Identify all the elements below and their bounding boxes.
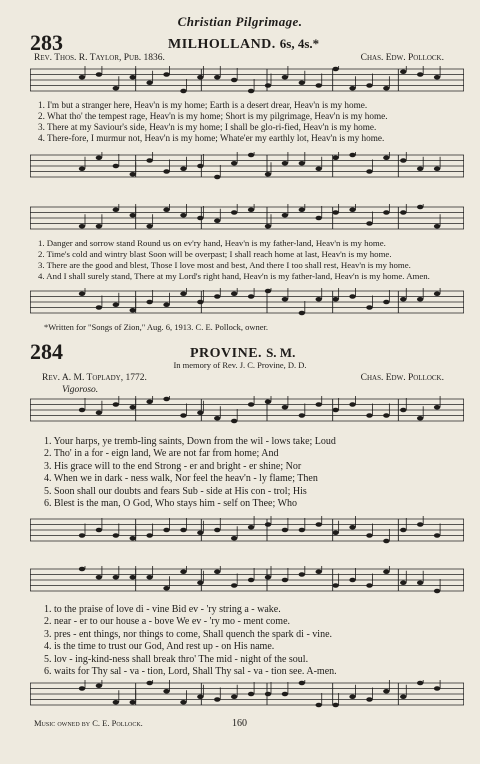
note-head xyxy=(146,224,152,229)
composer-284: Chas. Edw. Pollock. xyxy=(360,373,444,383)
note-head xyxy=(417,681,423,686)
tune-name-284: PROVINE. xyxy=(190,346,263,361)
note-head xyxy=(417,72,423,77)
note-head xyxy=(197,300,203,305)
note-head xyxy=(214,75,220,80)
note-head xyxy=(214,294,220,299)
note-head xyxy=(434,166,440,171)
note-head xyxy=(332,408,338,413)
note-head xyxy=(383,300,389,305)
note-head xyxy=(113,533,119,538)
verse-line: 4. And I shall surely stand, There at my Lord's right hand, Heav'n is my father-land, Heav'n is my home. Amen. xyxy=(38,271,430,281)
note-head xyxy=(282,75,288,80)
bass-staff-284-b xyxy=(30,680,464,708)
note-head xyxy=(332,67,338,72)
note-head xyxy=(316,166,322,171)
note-head xyxy=(434,75,440,80)
note-head xyxy=(180,166,186,171)
note-head xyxy=(163,207,169,212)
note-head xyxy=(434,291,440,296)
note-head xyxy=(299,207,305,212)
note-head xyxy=(163,302,169,307)
note-head xyxy=(316,402,322,407)
note-head xyxy=(79,75,85,80)
note-head xyxy=(265,399,271,404)
note-head xyxy=(349,294,355,299)
note-head xyxy=(299,413,305,418)
note-head xyxy=(146,300,152,305)
note-head xyxy=(197,75,203,80)
treble-staff-283-b xyxy=(30,204,464,232)
note-head xyxy=(366,413,372,418)
note-head xyxy=(383,86,389,91)
note-head xyxy=(231,536,237,541)
note-head xyxy=(163,397,169,402)
note-head xyxy=(163,586,169,591)
note-head xyxy=(79,224,85,229)
note-head xyxy=(231,161,237,166)
note-head xyxy=(332,155,338,160)
note-head xyxy=(417,166,423,171)
note-head xyxy=(231,291,237,296)
verse-line: 1. Danger and sorrow stand Round us on ev'ry hand, Heav'n is my father-land, Heav'n is my home. xyxy=(38,238,386,248)
note-head xyxy=(400,210,406,215)
note-head xyxy=(113,302,119,307)
treble-staff-283-a xyxy=(30,66,464,94)
verse-line: 6. Blest is the man, O God, Who stays him - self on Thee; Who xyxy=(44,498,298,510)
note-head xyxy=(282,213,288,218)
note-head xyxy=(79,408,85,413)
note-head xyxy=(265,172,271,177)
note-head xyxy=(214,175,220,180)
note-head xyxy=(316,569,322,574)
note-head xyxy=(248,153,254,158)
note-head xyxy=(96,410,102,415)
note-head xyxy=(434,589,440,594)
author-284: Rev. A. M. Toplady, 1772. xyxy=(42,373,147,383)
note-head xyxy=(231,583,237,588)
note-head xyxy=(113,207,119,212)
tempo-marking: Vigoroso. xyxy=(62,385,99,395)
note-head xyxy=(130,700,136,705)
note-head xyxy=(96,528,102,533)
note-head xyxy=(349,578,355,583)
note-head xyxy=(180,291,186,296)
verse-line: 1. I'm but a stranger here, Heav'n is my home; Earth is a desert drear, Heav'n is my home. xyxy=(38,100,368,110)
note-head xyxy=(231,78,237,83)
note-head xyxy=(113,402,119,407)
note-head xyxy=(299,311,305,316)
bass-staff-283-a xyxy=(30,152,464,180)
note-head xyxy=(417,205,423,210)
note-head xyxy=(366,83,372,88)
note-head xyxy=(180,89,186,94)
note-head xyxy=(214,697,220,702)
note-head xyxy=(130,575,136,580)
note-head xyxy=(163,169,169,174)
note-head xyxy=(417,580,423,585)
note-head xyxy=(383,210,389,215)
note-head xyxy=(349,86,355,91)
note-head xyxy=(96,305,102,310)
note-head xyxy=(349,207,355,212)
note-head xyxy=(400,528,406,533)
verse-line: 4. is the time to trust our God, And rest up - on His name. xyxy=(44,641,275,653)
note-head xyxy=(180,413,186,418)
note-head xyxy=(316,522,322,527)
note-head xyxy=(130,308,136,313)
note-head xyxy=(383,569,389,574)
note-head xyxy=(265,692,271,697)
note-head xyxy=(400,158,406,163)
note-head xyxy=(146,399,152,404)
note-head xyxy=(282,578,288,583)
verses-284-a xyxy=(44,436,336,510)
note-head xyxy=(349,402,355,407)
hymn-283-title-line xyxy=(168,35,319,53)
verse-line: 2. Tho' in a for - eign land, We are not far from home; And xyxy=(44,448,279,460)
verse-line: 1. to the praise of love di - vine Bid ev - 'ry string a - wake. xyxy=(44,604,281,615)
note-head xyxy=(113,575,119,580)
note-head xyxy=(231,694,237,699)
note-head xyxy=(299,80,305,85)
note-head xyxy=(146,80,152,85)
note-head xyxy=(383,689,389,694)
note-head xyxy=(197,216,203,221)
note-head xyxy=(332,530,338,535)
note-head xyxy=(332,583,338,588)
note-head xyxy=(79,686,85,691)
note-head xyxy=(417,416,423,421)
composer-283: Chas. Edw. Pollock. xyxy=(360,53,444,63)
verse-line: 3. There at my Saviour's side, Heav'n is my home; I shall be glo-ri-fied, Heav'n is my home. xyxy=(38,122,377,132)
note-head xyxy=(265,289,271,294)
note-head xyxy=(163,72,169,77)
note-head xyxy=(299,161,305,166)
note-head xyxy=(265,224,271,229)
meter-283: 6s, 4s.* xyxy=(279,36,320,51)
note-head xyxy=(265,575,271,580)
verse-line: 4. There-fore, I murmur not, Heav'n is my home; Whate'er my earthly lot, Heav'n is my home. xyxy=(38,133,385,143)
note-head xyxy=(282,528,288,533)
note-head xyxy=(79,567,85,572)
note-head xyxy=(214,569,220,574)
note-head xyxy=(248,207,254,212)
note-head xyxy=(383,155,389,160)
verse-line: 4. When we in dark - ness walk, Nor feel the heav'n - ly flame; Then xyxy=(44,473,318,485)
note-head xyxy=(130,405,136,410)
verse-line: 3. pres - ent things, nor things to come, Shall quench the spark di - vine. xyxy=(44,628,333,640)
note-head xyxy=(113,700,119,705)
note-head xyxy=(146,158,152,163)
note-head xyxy=(265,522,271,527)
note-head xyxy=(383,413,389,418)
note-head xyxy=(366,697,372,702)
note-head xyxy=(163,528,169,533)
note-head xyxy=(332,210,338,215)
page-number: 160 xyxy=(232,718,247,729)
running-header: Christian Pilgrimage. xyxy=(177,14,303,29)
note-head xyxy=(417,522,423,527)
note-head xyxy=(366,221,372,226)
note-head xyxy=(96,683,102,688)
note-head xyxy=(366,583,372,588)
note-head xyxy=(316,216,322,221)
verse-line: 2. Time's cold and wintry blast Soon will be overpast; I shall reach home at last, Heav'n is my home. xyxy=(38,249,392,259)
note-head xyxy=(214,528,220,533)
note-head xyxy=(299,572,305,577)
verses-283-b xyxy=(38,238,430,282)
note-head xyxy=(282,405,288,410)
note-head xyxy=(332,297,338,302)
author-283: Rev. Thos. R. Taylor, Pub. 1836. xyxy=(34,53,165,63)
note-head xyxy=(400,580,406,585)
note-head xyxy=(366,169,372,174)
note-head xyxy=(265,83,271,88)
verse-line: 5. lov - ing-kind-ness shall break thro' The mid - night of the soul. xyxy=(44,653,309,665)
bass-staff-284-a xyxy=(30,516,464,544)
note-head xyxy=(146,575,152,580)
note-head xyxy=(349,525,355,530)
bass-staff-283-b xyxy=(30,288,464,316)
note-head xyxy=(434,405,440,410)
treble-staff-284-b xyxy=(30,566,464,594)
note-head xyxy=(316,703,322,708)
verses-284-b xyxy=(44,604,337,678)
note-head xyxy=(400,297,406,302)
note-head xyxy=(248,402,254,407)
note-head xyxy=(248,692,254,697)
note-head xyxy=(400,694,406,699)
verse-line: 3. There are the good and blest, Those I love most and best, And there I too shall rest, Heav'n is my home. xyxy=(38,260,411,270)
note-head xyxy=(197,530,203,535)
note-head xyxy=(282,297,288,302)
note-head xyxy=(282,692,288,697)
note-head xyxy=(197,164,203,169)
note-head xyxy=(214,416,220,421)
note-head xyxy=(113,164,119,169)
note-head xyxy=(383,539,389,544)
verse-line: 5. Soon shall our doubts and fears Sub - side at His con - trol; His xyxy=(44,485,307,497)
note-head xyxy=(332,703,338,708)
dedication-284: In memory of Rev. J. C. Provine, D. D. xyxy=(173,360,307,370)
note-head xyxy=(316,297,322,302)
note-head xyxy=(417,297,423,302)
note-head xyxy=(146,533,152,538)
note-head xyxy=(96,155,102,160)
verse-line: 2. near - er to our house a - bove We ev - 'ry mo - ment come. xyxy=(44,616,291,628)
note-head xyxy=(231,419,237,424)
note-head xyxy=(130,75,136,80)
note-head xyxy=(180,569,186,574)
note-head xyxy=(130,172,136,177)
verse-line: 2. What tho' the tempest rage, Heav'n is my home; Short is my pilgrimage, Heav'n is my home. xyxy=(38,111,388,121)
note-head xyxy=(197,694,203,699)
note-head xyxy=(248,578,254,583)
note-head xyxy=(197,580,203,585)
note-head xyxy=(349,694,355,699)
note-head xyxy=(299,528,305,533)
hymn-number-284: 284 xyxy=(30,339,63,364)
note-head xyxy=(96,575,102,580)
note-head xyxy=(366,305,372,310)
note-head xyxy=(231,210,237,215)
note-head xyxy=(79,166,85,171)
music-owner-note: Music owned by C. E. Pollock. xyxy=(34,718,143,728)
note-head xyxy=(163,689,169,694)
note-head xyxy=(180,528,186,533)
note-head xyxy=(79,533,85,538)
note-head xyxy=(96,224,102,229)
note-head xyxy=(400,69,406,74)
verse-line: 3. His grace will to the end Strong - er and bright - er shine; Nor xyxy=(44,460,302,472)
note-head xyxy=(434,533,440,538)
note-head xyxy=(197,410,203,415)
note-head xyxy=(248,525,254,530)
treble-staff-284-a xyxy=(30,396,464,424)
tune-name-283: MILHOLLAND. xyxy=(168,37,276,52)
note-head xyxy=(96,72,102,77)
note-head xyxy=(130,213,136,218)
note-head xyxy=(79,291,85,296)
verse-line: 6. waits for Thy sal - va - tion, Lord, Shall Thy sal - va - tion see. A-men. xyxy=(44,666,337,678)
note-head xyxy=(316,83,322,88)
note-head xyxy=(248,89,254,94)
note-head xyxy=(180,700,186,705)
note-head xyxy=(434,224,440,229)
footnote-283: *Written for "Songs of Zion," Aug. 6, 1913. C. E. Pollock, owner. xyxy=(44,322,269,332)
note-head xyxy=(282,161,288,166)
note-head xyxy=(400,408,406,413)
note-head xyxy=(349,153,355,158)
note-head xyxy=(214,218,220,223)
note-head xyxy=(180,213,186,218)
note-head xyxy=(366,533,372,538)
note-head xyxy=(113,86,119,91)
note-head xyxy=(248,294,254,299)
verses-283-a xyxy=(38,100,388,144)
meter-284: S. M. xyxy=(266,345,296,360)
note-head xyxy=(434,686,440,691)
note-head xyxy=(146,681,152,686)
note-head xyxy=(299,681,305,686)
verse-line: 1. Your harps, ye tremb-ling saints, Down from the wil - lows take; Loud xyxy=(44,436,336,447)
hymn-number-283: 283 xyxy=(30,30,63,55)
note-head xyxy=(130,536,136,541)
